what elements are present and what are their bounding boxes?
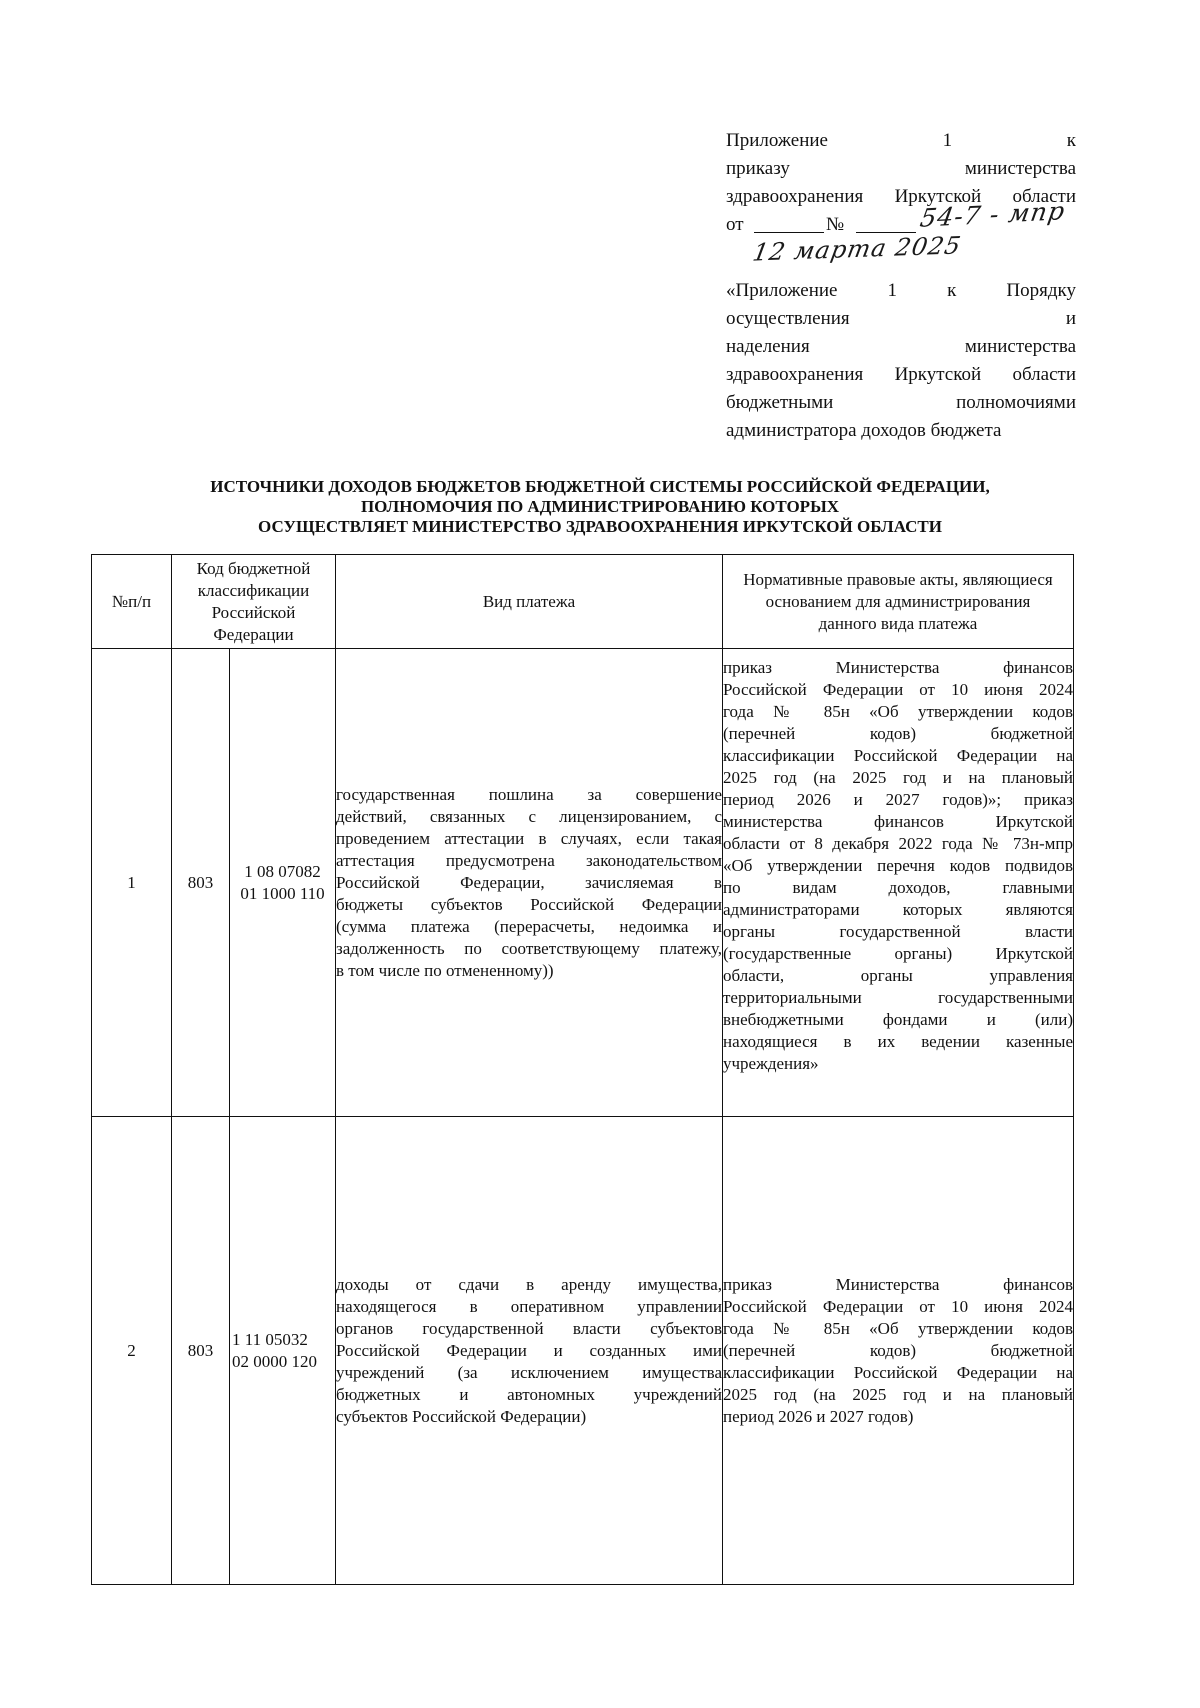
order-prefix: от — [726, 214, 744, 235]
appendix-line: администратора доходов бюджета — [726, 420, 1002, 441]
appendix-line: приказу министерства — [726, 158, 1076, 179]
payment-type: государственная пошлина за совершение действий, связанных с лицензированием, с проведением аттестации в случаях, если такая аттестация предусмотрена законодательством Российской Федерации, зачисляемая в бюджеты субъектов Российской Федерации (сумма платежа (перерасчеты, недоимка и задолженность по соответствующему платежу, в том числе по отмененному)) — [336, 649, 723, 1117]
appendix-line: «Приложение 1 к Порядку — [726, 280, 1076, 301]
handwritten-order-number: 54-7 - мпр — [918, 196, 1068, 233]
appendix-header — [726, 127, 1076, 445]
budget-code: 1 08 07082 01 1000 110 — [230, 649, 336, 1117]
header-acts: Нормативные правовые акты, являющиеся основанием для администрирования данного вида платежа — [723, 555, 1074, 649]
appendix-line: Приложение 1 к — [726, 130, 1076, 151]
row-number: 2 — [92, 1117, 172, 1585]
table-header-row — [92, 555, 1074, 649]
title-line: ИСТОЧНИКИ ДОХОДОВ БЮДЖЕТОВ БЮДЖЕТНОЙ СИСТЕМЫ РОССИЙСКОЙ ФЕДЕРАЦИИ, — [210, 477, 990, 496]
table-row — [92, 649, 1074, 1117]
header-num: №п/п — [92, 555, 172, 649]
payment-type: доходы от сдачи в аренду имущества, находящегося в оперативном управлении органов государственной власти субъектов Российской Федерации и созданных ими учреждений (за исключением имущества бюджетных и автономных учреждений субъектов Российской Федерации) — [336, 1117, 723, 1585]
header-code: Код бюджетной классификации Российской Федерации — [172, 555, 336, 649]
row-number: 1 — [92, 649, 172, 1117]
title-line: ПОЛНОМОЧИЯ ПО АДМИНИСТРИРОВАНИЮ КОТОРЫХ — [360, 497, 840, 516]
appendix-line: осуществления и — [726, 308, 1076, 329]
appendix-line: бюджетными полномочиями — [726, 392, 1076, 413]
admin-code: 803 — [172, 649, 230, 1117]
handwritten-order-date: 12 марта 2025 — [750, 231, 964, 267]
legal-acts: приказ Министерства финансов Российской Федерации от 10 июня 2024 года № 85н «Об утверждении кодов (перечней кодов) бюджетной классификации Российской Федерации на 2025 год (на 2025 год и на плановый период 2026 и 2027 годов) — [723, 1117, 1074, 1585]
appendix-line: здравоохранения Иркутской области — [726, 186, 1076, 207]
revenue-sources-table — [91, 554, 1074, 1585]
appendix-line: наделения министерства — [726, 336, 1076, 357]
appendix-line: здравоохранения Иркутской области — [726, 364, 1076, 385]
table-row — [92, 1117, 1074, 1585]
legal-acts: приказ Министерства финансов Российской Федерации от 10 июня 2024 года № 85н «Об утверждении кодов (перечней кодов) бюджетной классификации Российской Федерации на 2025 год (на 2025 год и на плановый период 2026 и 2027 годов)»; приказ министерства финансов Иркутской области от 8 декабря 2022 года № 73н-мпр «Об утверждении перечня кодов подвидов по видам доходов, главными администраторами которых являются органы государственной власти (государственные органы) Иркутской области, органы управления территориальными государственными внебюджетными фондами и (или) находящиеся в их ведении казенные учреждения» — [723, 649, 1074, 1117]
number-sign: № — [826, 214, 845, 235]
header-payment: Вид платежа — [336, 555, 723, 649]
date-blank — [754, 232, 824, 233]
document-title — [150, 477, 1050, 537]
admin-code: 803 — [172, 1117, 230, 1585]
title-line: ОСУЩЕСТВЛЯЕТ МИНИСТЕРСТВО ЗДРАВООХРАНЕНИЯ ИРКУТСКОЙ ОБЛАСТИ — [258, 517, 942, 536]
budget-code: 1 11 05032 02 0000 120 — [230, 1117, 336, 1585]
